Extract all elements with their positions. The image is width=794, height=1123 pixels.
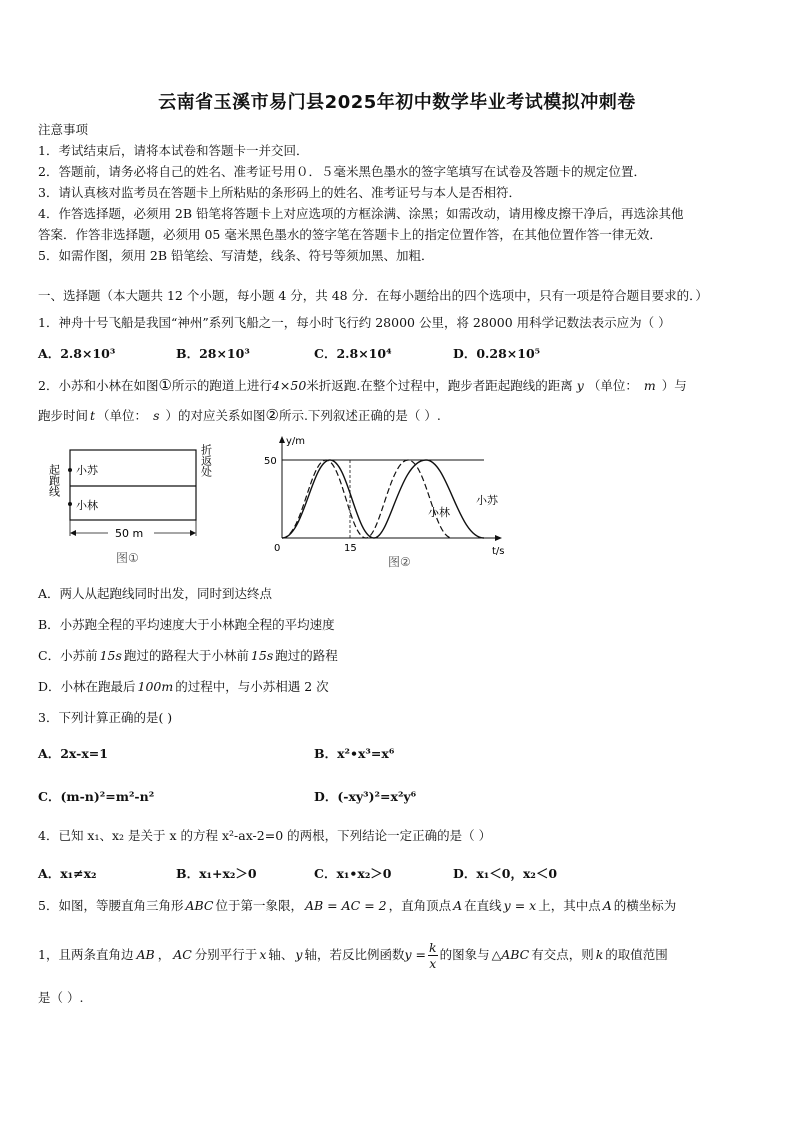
figure2-caption: 图② bbox=[388, 555, 411, 569]
q3-option-d: D．(-xy³)²=x²y⁶ bbox=[314, 789, 417, 804]
notes-item-2: 2．答题前，请务必将自己的姓名、准考证号用０．５毫米黑色墨水的签字笔填写在试卷及答题卡的规定位置． bbox=[38, 164, 646, 179]
runner-xiaolin-label: 小林 bbox=[76, 499, 98, 512]
q2-option-c: C．小苏前 15s 跑过的路程大于小林前 15s 跑过的路程 bbox=[38, 648, 338, 663]
track-figure bbox=[40, 438, 230, 573]
xiaosu-series-label: 小苏 bbox=[476, 494, 498, 507]
q2-option-b: B．小苏跑全程的平均速度大于小林跑全程的平均速度 bbox=[38, 617, 335, 632]
fraction-k-over-x: $\frac{k}{x}$ bbox=[428, 940, 437, 971]
runner-xiaosu-label: 小苏 bbox=[76, 464, 98, 477]
q5-stem-line3: 是（ ）. bbox=[38, 990, 84, 1005]
runner-xiaosu-dot bbox=[68, 468, 72, 472]
distance-time-graph bbox=[262, 432, 512, 574]
q3-option-a: A．2x-x=1 bbox=[38, 746, 108, 761]
y-axis-label: y/m bbox=[286, 436, 306, 447]
q4-option-b: B．x₁+x₂＞0 bbox=[176, 866, 257, 881]
notes-item-1: 1．考试结束后，请将本试卷和答题卡一并交回． bbox=[38, 143, 309, 158]
xiaosu-curve bbox=[282, 460, 484, 538]
q3-option-b: B．x²•x³=x⁶ bbox=[314, 746, 395, 761]
q2-stem-line1: 2．小苏和小林在如图①所示的跑道上进行4×50米折返跑.在整个过程中，跑步者距起跑线的距离 y （单位： m ）与 bbox=[38, 376, 687, 394]
x-tick-15: 15 bbox=[344, 543, 357, 554]
notes-item-3: 3．请认真核对监考员在答题卡上所粘贴的条形码上的姓名、准考证号与本人是否相符． bbox=[38, 185, 521, 200]
notes-item-5: 5．如需作图，须用 2B 铅笔绘、写清楚，线条、符号等须加黑、加粗． bbox=[38, 248, 434, 263]
q2-option-a: A．两人从起跑线同时出发，同时到达终点 bbox=[38, 586, 273, 601]
runner-xiaolin-dot bbox=[68, 502, 72, 506]
track-length-label: 50 m bbox=[115, 527, 144, 540]
q4-option-a: A．x₁≠x₂ bbox=[38, 866, 97, 881]
section-heading: 一、选择题（本大题共 12 个小题，每小题 4 分，共 48 分．在每小题给出的四个选项中，只有一项是符合题目要求的．） bbox=[38, 288, 708, 303]
notes-heading: 注意事项 bbox=[38, 122, 89, 137]
notes-item-4-cont: 答案．作答非选择题，必须用 05 毫米黑色墨水的签字笔在答题卡上的指定位置作答，在其他位置作答一律无效． bbox=[38, 227, 662, 242]
q4-option-c: C．x₁•x₂＞0 bbox=[314, 866, 392, 881]
q5-stem-line2: 1，且两条直角边 AB ， AC 分别平行于 x 轴、 y 轴，若反比例函数y = $\frac{k}{x}$ 的图象与 △ABC 有交点，则 k 的取值范围 bbox=[38, 940, 668, 971]
q1-option-b: B．28×10³ bbox=[176, 346, 250, 361]
q4-stem: 4．已知 x₁、x₂ 是关于 x 的方程 x²-ax-2=0 的两根，下列结论一定正确的是（ ） bbox=[38, 828, 492, 843]
q1-stem: 1．神舟十号飞船是我国“神州”系列飞船之一，每小时飞行约 28000 公里，将 28000 用科学记数法表示应为（ ） bbox=[38, 315, 671, 330]
y-tick-50: 50 bbox=[264, 456, 277, 467]
xiaolin-series-label: 小林 bbox=[428, 506, 450, 519]
q3-option-c: C．(m-n)²=m²-n² bbox=[38, 789, 155, 804]
q4-option-d: D．x₁＜0，x₂＜0 bbox=[453, 866, 558, 881]
q1-option-c: C．2.8×10⁴ bbox=[314, 346, 392, 361]
origin-label: 0 bbox=[274, 543, 281, 554]
page-title: 云南省玉溪市易门县2025年初中数学毕业考试模拟冲刺卷 bbox=[158, 92, 636, 113]
q2-option-d: D．小林在跑最后 100m 的过程中，与小苏相遇 2 次 bbox=[38, 679, 329, 694]
q5-stem-line1: 5．如图，等腰直角三角形 ABC 位于第一象限， AB = AC = 2 ，直角顶点 A 在直线 y = x 上，其中点 A 的横坐标为 bbox=[38, 898, 677, 913]
turn-label: 折返处 bbox=[199, 444, 213, 477]
q2-stem-line2: 跑步时间 t （单位： s ）的对应关系如图②所示.下列叙述正确的是（ ）. bbox=[38, 406, 441, 424]
figure1-caption: 图① bbox=[116, 551, 139, 565]
notes-item-4: 4．作答选择题，必须用 2B 铅笔将答题卡上对应选项的方框涂满、涂黑；如需改动，请用橡皮擦干净后，再选涂其他 bbox=[38, 206, 684, 221]
start-line-label: 起跑线 bbox=[47, 464, 61, 497]
q1-option-a: A．2.8×10³ bbox=[38, 346, 116, 361]
x-axis-label: t/s bbox=[492, 546, 505, 557]
q3-stem: 3．下列计算正确的是( ) bbox=[38, 710, 173, 725]
q1-option-d: D．0.28×10⁵ bbox=[453, 346, 541, 361]
